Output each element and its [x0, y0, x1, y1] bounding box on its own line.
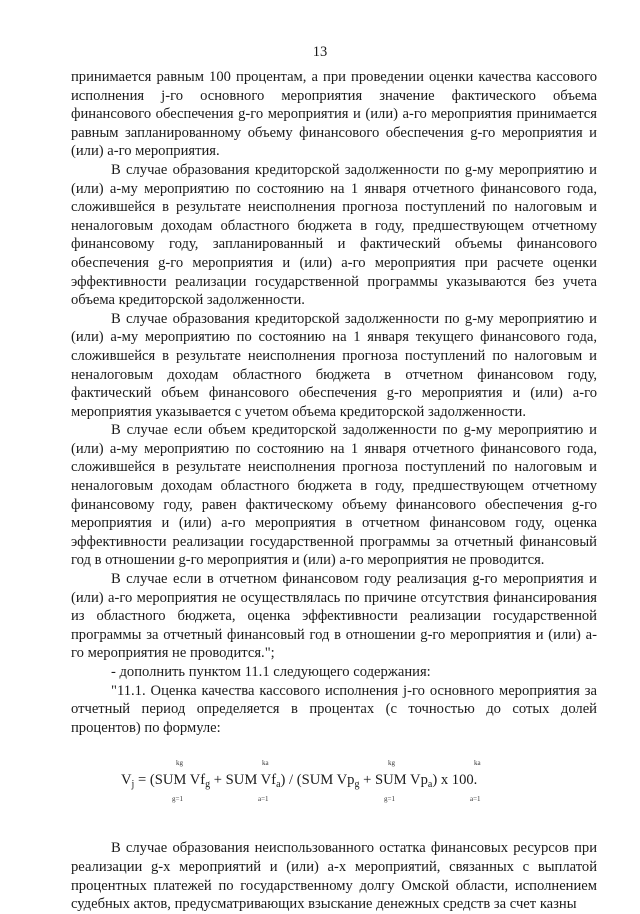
formula-part-2: + SUM Vf	[210, 772, 277, 789]
sum4-upper-limit: ka	[474, 759, 481, 768]
sum1-lower-limit: g=1	[172, 795, 183, 804]
paragraph-amendment-point: - дополнить пунктом 11.1 следующего содержания:	[111, 664, 431, 680]
formula-block	[71, 747, 597, 815]
paragraph-creditor-debt-current-year: В случае образования кредиторской задолженности по g-му мероприятию и (или) а-му мероприятию по состоянию на 1 января текущего финансового года, сложившейся в результате неисполнения прогноза поступлений по налоговым и неналоговым доходам областного бюджета в отчетном финансовом году, фактический объем финансового обеспечения g-го мероприятия и (или) а-го мероприятия указывается с учетом объема кредиторской задолженности.	[71, 310, 597, 420]
formula-expression	[121, 771, 477, 795]
formula-part-4: + SUM Vp	[359, 772, 428, 789]
formula-lhs-subscript: j	[131, 779, 135, 791]
paragraph-unused-balance: В случае образования неиспользованного остатка финансовых ресурсов при реализации g-х мероприятий и (или) а-х мероприятий, связанных с выплатой процентных платежей по государственному долгу Омской области, исполнением судебных актов, предусматривающих взыскание денежных средств за счет казны	[71, 840, 597, 913]
formula-part-3: ) / (SUM Vp	[280, 772, 355, 789]
paragraph-continuation: принимается равным 100 процентам, а при проведении оценки качества кассового исполнения j-го основного мероприятия значение фактического объема финансового обеспечения g-го мероприятия и (или) а-го мероприятия принимается равным запланированному объему финансового обеспечения g-го мероприятия и (или) а-го мероприятия.	[71, 69, 597, 160]
sum3-lower-limit: g=1	[384, 795, 395, 804]
formula-sub-g-2: g	[354, 779, 360, 791]
formula-sub-g-1: g	[205, 779, 211, 791]
paragraph-no-financing: В случае если в отчетном финансовом году реализация g-го мероприятия и (или) а-го мероприятия не осуществлялась по причине отсутствия финансирования из областного бюджета, оценка эффективности реализации государственной программы за отчетный финансовый год в отношении g-го мероприятия и (или) а-го мероприятия не проводится.";	[71, 571, 597, 662]
paragraph-point-11-1: "11.1. Оценка качества кассового исполнения j-го основного мероприятия за отчетный период определяется в процентах (с точностью до сотых долей процентов) по формуле:	[71, 682, 597, 736]
formula-sub-a-2: a	[427, 779, 433, 791]
formula-tail: ) x 100.	[432, 772, 478, 789]
sum2-upper-limit: ka	[262, 759, 269, 768]
sum2-lower-limit: a=1	[258, 795, 269, 804]
page-number: 13	[312, 44, 328, 60]
sum3-upper-limit: kg	[388, 759, 395, 768]
formula-part-1: = (SUM Vf	[134, 772, 206, 789]
formula-lhs: V	[121, 772, 132, 789]
paragraph-debt-equals-financing: В случае если объем кредиторской задолженности по g-му мероприятию и (или) а-му мероприятию по состоянию на 1 января отчетного финансового года, сложившейся в результате неисполнения прогноза поступлений по налоговым и неналоговым доходам областного бюджета в году, предшествующем отчетному финансовому году, равен фактическому объему финансового обеспечения g-го мероприятия и (или) а-го мероприятия в отчетном финансовом году, оценка эффективности реализации государственной программы за отчетный финансовый год в отношении g-го мероприятия и (или) а-го мероприятия не проводится.	[71, 422, 597, 569]
document-body	[71, 68, 597, 914]
paragraph-creditor-debt-previous-year: В случае образования кредиторской задолженности по g-му мероприятию и (или) а-му мероприятию по состоянию на 1 января отчетного финансового года, сложившейся в результате неисполнения прогноза поступлений по налоговым и неналоговым доходам областного бюджета в году, предшествующем отчетному финансовому году, запланированный и фактический объемы финансового обеспечения g-го мероприятия и (или) а-го мероприятия при расчете оценки эффективности реализации государственной программы указываются без учета объема кредиторской задолженности.	[71, 161, 597, 309]
sum4-lower-limit: a=1	[470, 795, 481, 804]
sum1-upper-limit: kg	[176, 759, 183, 768]
formula-sub-a-1: a	[276, 779, 281, 791]
